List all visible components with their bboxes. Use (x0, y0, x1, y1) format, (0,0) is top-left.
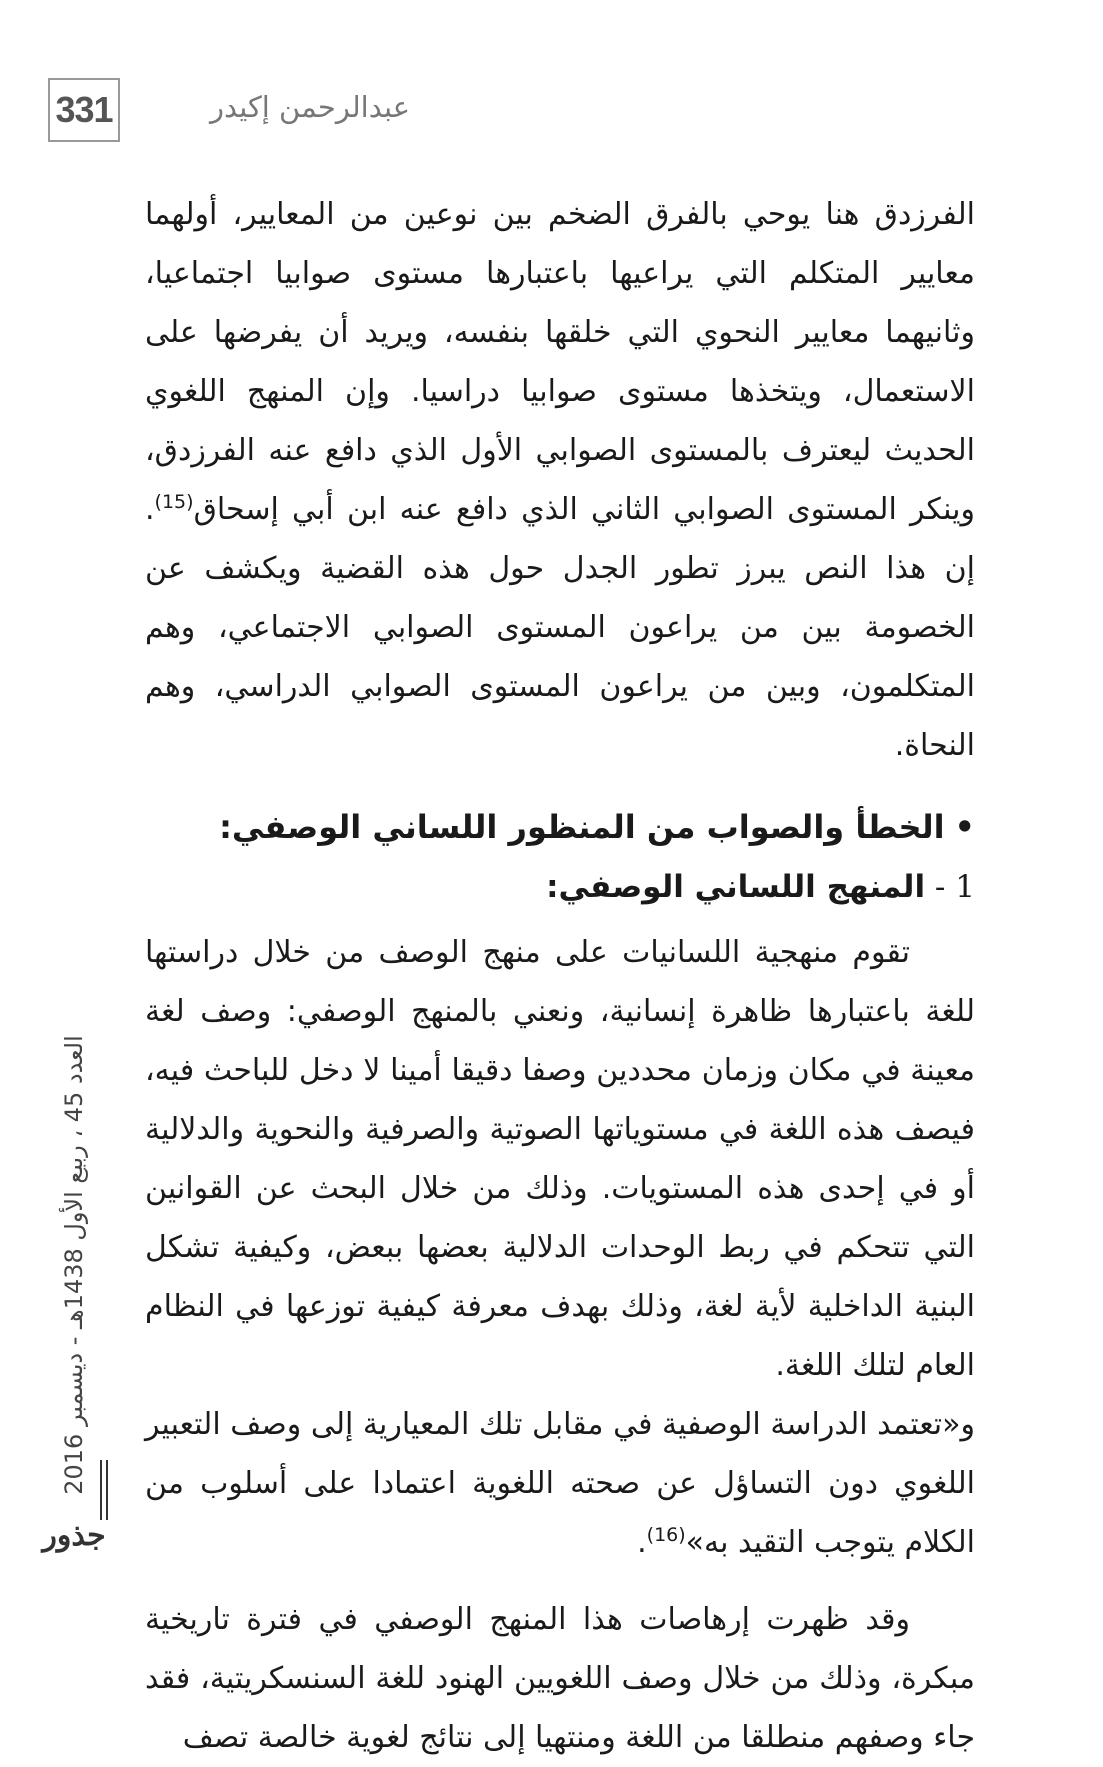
paragraph-1-text-a: الفرزدق هنا يوحي بالفرق الضخم بين نوعين من المعايير، أولهما معايير المتكلم التي يراعيها باعتبارها مستوى صوابيا اجتماعيا، وثانيهما معايير النحوي التي خلقها بنفسه، ويريد أن يفرضها على الاستعمال، ويتخذها مستوى صوابيا دراسيا. وإن المنهج اللغوي الحديث ليعترف بالمستوى الصوابي الأول الذي دافع عنه الفرزدق، وينكر المستوى الصوابي الثاني الذي دافع عنه ابن أبي إسحاق (145, 197, 975, 527)
journal-logo: جذور (42, 1518, 106, 1553)
bullet-icon: • (954, 808, 975, 846)
running-header-author: عبدالرحمن إكيدر (210, 90, 410, 124)
side-divider-line-2 (106, 1460, 108, 1520)
subsection-number: 1 (955, 869, 975, 905)
footnote-ref-15[interactable]: (15) (154, 491, 194, 513)
paragraph-4: وقد ظهرت إرهاصات هذا المنهج الوصفي في فترة تاريخية مبكرة، وذلك من خلال وصف اللغويين الهنود للغة السنسكريتية، فقد جاء وصفهم منطلقا من اللغة ومنتهيا إلى نتائج لغوية خالصة تصف (145, 1602, 975, 1755)
section-heading-text: الخطأ والصواب من المنظور اللساني الوصفي: (219, 808, 945, 846)
paragraph-1 (145, 185, 975, 775)
page-number-box (48, 78, 120, 142)
issue-info-vertical: العدد 45 ، ربيع الأول 1438هـ - ديسمبر 2016 (60, 1035, 88, 1495)
main-text (145, 185, 975, 1767)
subsection-heading (145, 857, 975, 917)
paragraph-1-text-b: . إن هذا النص يبرز تطور الجدل حول هذه القضية ويكشف عن الخصومة بين من يراعون المستوى الصوابي الاجتماعي، وهم المتكلمون، وبين من يراعون المستوى الصوابي الدراسي، وهم النحاة. (145, 492, 975, 763)
footnote-ref-16[interactable]: (16) (646, 1524, 686, 1546)
subsection-dash: - (925, 869, 956, 905)
page-number: 331 (55, 89, 113, 130)
paragraph-3 (145, 1395, 975, 1572)
section-heading (145, 797, 975, 857)
side-divider-line-1 (100, 1460, 102, 1520)
subsection-heading-text: المنهج اللساني الوصفي: (546, 869, 926, 905)
paragraph-2: تقوم منهجية اللسانيات على منهج الوصف من خلال دراستها للغة باعتبارها ظاهرة إنسانية، ونعني بالمنهج الوصفي: وصف لغة معينة في مكان وزمان محددين وصفا دقيقا أمينا لا دخل للباحث فيه، فيصف هذه اللغة في مستوياتها الصوتية والصرفية والنحوية والدلالية أو في إحدى هذه المستويات. وذلك من خلال البحث عن القوانين التي تتحكم في ربط الوحدات الدلالية بعضها ببعض، وكيفية تشكل البنية الداخلية لأية لغة، وذلك بهدف معرفة كيفية توزعها في النظام العام لتلك اللغة. (145, 935, 975, 1383)
paragraph-3-text-a: و«تعتمد الدراسة الوصفية في مقابل تلك المعيارية إلى وصف التعبير اللغوي دون التساؤل عن صحته اللغوية اعتمادا على أسلوب من الكلام يتوجب التقيد به» (145, 1407, 975, 1560)
paragraph-3-text-b: . (637, 1525, 647, 1560)
